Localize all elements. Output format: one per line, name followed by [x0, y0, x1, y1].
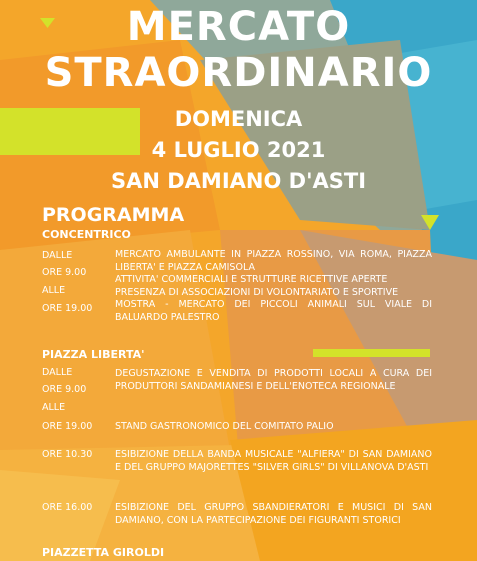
green-line-decoration — [313, 349, 430, 357]
time-label: ORE 19.00 — [42, 303, 93, 314]
time-label: ORE 9.00 — [42, 384, 87, 395]
section-concentrico: CONCENTRICO — [42, 228, 131, 241]
section-piazza-liberta: PIAZZA LIBERTA' — [42, 348, 145, 361]
event-date: 4 LUGLIO 2021 — [151, 138, 326, 162]
time-label: ORE 16.00 — [42, 502, 93, 513]
time-label: DALLE — [42, 250, 73, 261]
title-line1: MERCATO — [126, 4, 351, 50]
stand-gastronomico: STAND GASTRONOMICO DEL COMITATO PALIO — [115, 421, 334, 432]
time-label: ALLE — [42, 285, 66, 296]
event-day: DOMENICA — [174, 107, 303, 131]
section-piazzetta-giroldi: PIAZZETTA GIROLDI — [42, 546, 165, 559]
program-heading: PROGRAMMA — [42, 204, 185, 226]
concentrico-description: MERCATO AMBULANTE IN PIAZZA ROSSINO, VIA ROMA, PIAZZA LIBERTA' E PIAZZA CAMISOLA ATTIVITA' COMMERCIALI E STRUTTURE RICETTIVE APERTE PRESENZA DI ASSOCIAZIONI DI VOLONTARIATO E SPORTIVE MOSTRA - MERCATO DEI PICCOLI ANIMALI SUL VIALE DI BALUARDO PALESTRO — [115, 249, 432, 323]
time-label: ORE 19.00 — [42, 421, 93, 432]
banda-description: ESIBIZIONE DELLA BANDA MUSICALE "ALFIERA" DI SAN DAMIANO E DEL GRUPPO MAJORETTES "SILVER GIRLS" DI VILLANOVA D'ASTI — [115, 449, 432, 473]
time-label: ORE 9.00 — [42, 267, 87, 278]
event-place: SAN DAMIANO D'ASTI — [110, 169, 367, 193]
time-label: DALLE — [42, 367, 73, 378]
time-label: ALLE — [42, 402, 66, 413]
piazza-liberta-description: DEGUSTAZIONE E VENDITA DI PRODOTTI LOCALI A CURA DEI PRODUTTORI SANDAMIANESI E DELL'ENOTECA REGIONALE — [115, 368, 432, 392]
sbandieratori-description: ESIBIZIONE DEL GRUPPO SBANDIERATORI E MUSICI DI SAN DAMIANO, CON LA PARTECIPAZIONE DEI FIGURANTI STORICI — [115, 502, 432, 526]
title-line2: STRAORDINARIO — [44, 50, 433, 96]
time-label: ORE 10.30 — [42, 449, 93, 460]
